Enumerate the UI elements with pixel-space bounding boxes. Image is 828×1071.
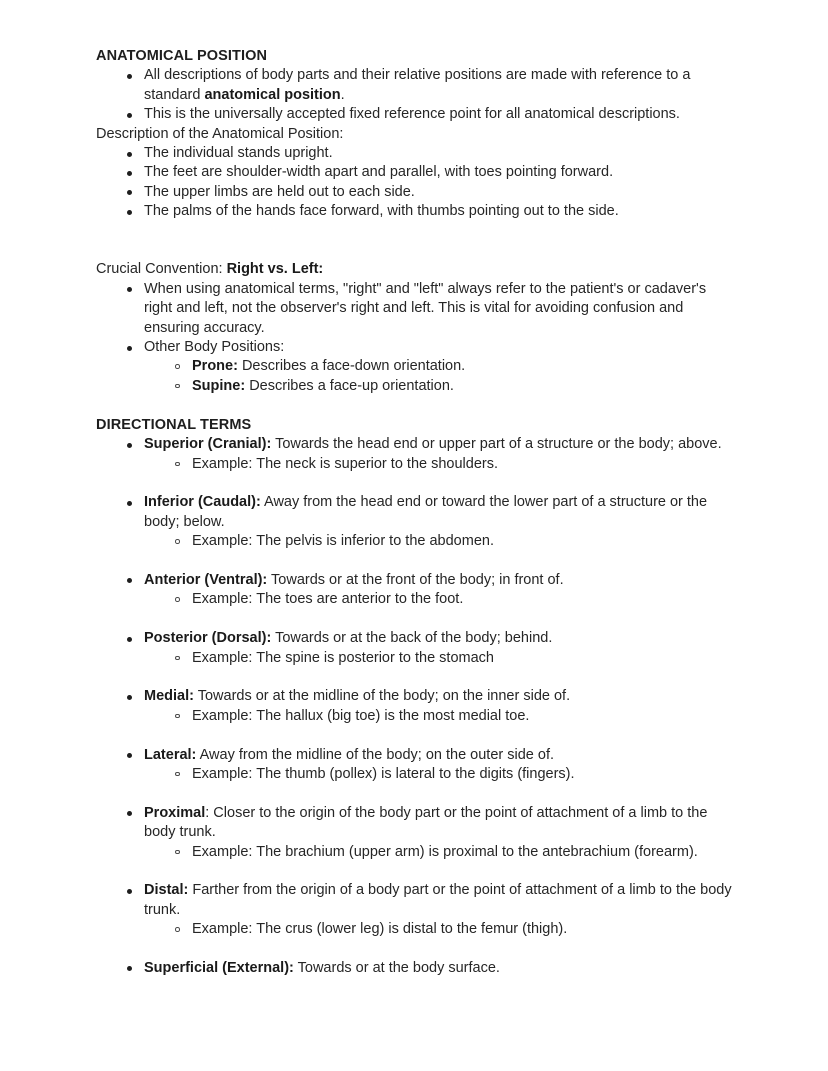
list-item — [96, 493, 736, 551]
term-spacer — [96, 610, 736, 629]
directional-term: Distal: — [144, 882, 189, 899]
directional-definition: : Closer to the origin of the body part or the point of attachment of a limb to the body trunk. — [144, 804, 708, 841]
list-item-label: The feet are shoulder-width apart and parallel, with toes pointing forward. — [144, 164, 614, 181]
list-item — [96, 881, 736, 939]
list-item — [96, 629, 736, 668]
example-text: Example: The thumb (pollex) is lateral to the digits (fingers). — [192, 765, 575, 782]
example-sublist — [144, 765, 736, 784]
directional-definition: Towards or at the body surface. — [293, 959, 500, 976]
convention-heading-bold: Right vs. Left: — [226, 261, 324, 278]
bullet-text-pre: This is the universally accepted fixed reference point for all anatomical descriptions. — [144, 106, 680, 123]
example-text: Example: The hallux (big toe) is the most medial toe. — [192, 707, 530, 724]
directional-definition: Farther from the origin of a body part or the point of attachment of a limb to the body trunk. — [144, 882, 732, 918]
list-item — [144, 357, 736, 376]
term-spacer — [96, 862, 736, 881]
position-definition: Describes a face-down orientation. — [237, 358, 466, 375]
list-item — [96, 435, 736, 474]
list-item — [96, 571, 736, 610]
position-term: Supine: — [192, 377, 246, 394]
term-spacer — [96, 552, 736, 571]
example-sublist — [144, 532, 736, 551]
convention-heading — [96, 260, 736, 279]
section-spacer — [96, 222, 736, 261]
list-item — [96, 163, 736, 182]
example-text: Example: The neck is superior to the shoulders. — [192, 455, 499, 472]
example-text: Example: The pelvis is inferior to the abdomen. — [192, 533, 494, 550]
list-item — [96, 280, 736, 338]
directional-terms-list — [96, 435, 736, 978]
list-item — [144, 377, 736, 396]
convention-bullets — [96, 280, 736, 396]
list-item — [96, 183, 736, 202]
list-item — [144, 707, 736, 726]
directional-definition: Towards the head end or upper part of a structure or the body; above. — [271, 436, 722, 453]
example-sublist — [144, 455, 736, 474]
list-item — [96, 746, 736, 785]
directional-definition: Away from the head end or toward the lower part of a structure or the body; below. — [144, 494, 708, 530]
example-sublist — [144, 920, 736, 939]
directional-definition: Away from the midline of the body; on the outer side of. — [196, 746, 554, 763]
directional-term: Lateral: — [144, 746, 197, 763]
list-item — [96, 202, 736, 221]
example-text: Example: The spine is posterior to the stomach — [192, 649, 494, 666]
document-body — [96, 47, 736, 978]
list-item — [144, 532, 736, 551]
convention-heading-label: Crucial Convention: — [96, 261, 227, 278]
anatomical-position-description-bullets — [96, 144, 736, 222]
bullet-text-post: . — [340, 86, 345, 103]
position-term: Prone: — [192, 358, 238, 375]
list-item — [144, 649, 736, 668]
list-item — [96, 66, 736, 105]
list-item — [144, 765, 736, 784]
other-body-positions-sublist — [144, 357, 736, 396]
list-item — [144, 920, 736, 939]
directional-term: Superficial (External): — [144, 959, 294, 976]
term-spacer — [96, 668, 736, 687]
example-sublist — [144, 707, 736, 726]
section-spacer — [96, 396, 736, 415]
list-item-label: Other Body Positions: — [144, 339, 285, 356]
directional-term: Posterior (Dorsal): — [144, 630, 272, 647]
list-item — [96, 144, 736, 163]
list-item — [144, 590, 736, 609]
list-item — [96, 338, 736, 396]
directional-definition: Towards or at the back of the body; behind. — [271, 630, 553, 647]
directional-definition: Towards or at the front of the body; in front of. — [267, 571, 564, 588]
description-lead-line: Description of the Anatomical Position: — [96, 125, 344, 142]
bullet-text-bold: anatomical position — [204, 86, 341, 103]
directional-term: Inferior (Caudal): — [144, 494, 261, 511]
example-text: Example: The crus (lower leg) is distal to the femur (thigh). — [192, 921, 568, 938]
term-spacer — [96, 784, 736, 803]
directional-definition: Towards or at the midline of the body; on the inner side of. — [193, 688, 571, 705]
example-text: Example: The brachium (upper arm) is proximal to the antebrachium (forearm). — [192, 843, 698, 860]
example-sublist — [144, 843, 736, 862]
list-item — [144, 455, 736, 474]
example-text: Example: The toes are anterior to the foot. — [192, 591, 464, 608]
list-item-label: The upper limbs are held out to each side. — [144, 183, 415, 200]
section-heading-directional-terms: DIRECTIONAL TERMS — [96, 416, 252, 433]
list-item — [96, 959, 736, 978]
anatomical-position-bullets — [96, 66, 736, 124]
bullet-text-pre: All descriptions of body parts and their relative positions are made with reference to a standard — [144, 67, 691, 103]
list-item — [96, 804, 736, 862]
example-sublist — [144, 649, 736, 668]
list-item — [96, 105, 736, 124]
directional-term: Proximal — [144, 804, 206, 821]
term-spacer — [96, 474, 736, 493]
list-item-label: When using anatomical terms, "right" and "left" always refer to the patient's or cadaver's right and left, not the observer's right and left. This is vital for avoiding confusion and ensuring accuracy. — [144, 280, 707, 336]
directional-term: Medial: — [144, 688, 194, 705]
list-item-label: The palms of the hands face forward, with thumbs pointing out to the side. — [144, 203, 619, 220]
directional-term: Anterior (Ventral): — [144, 571, 268, 588]
list-item — [144, 843, 736, 862]
example-sublist — [144, 590, 736, 609]
term-spacer — [96, 726, 736, 745]
list-item-label: The individual stands upright. — [144, 145, 333, 162]
section-heading-anatomical-position: ANATOMICAL POSITION — [96, 48, 268, 64]
directional-term: Superior (Cranial): — [144, 436, 272, 453]
list-item — [96, 687, 736, 726]
position-definition: Describes a face-up orientation. — [245, 377, 454, 394]
term-spacer — [96, 940, 736, 959]
